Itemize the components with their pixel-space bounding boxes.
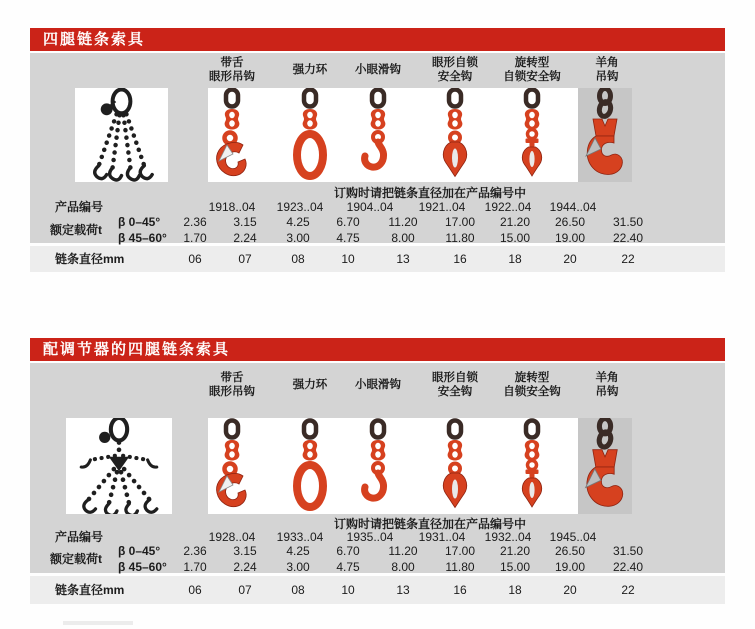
small-eye-slip-hook-icon	[348, 418, 408, 514]
load-cell-0-45: 17.00	[444, 544, 476, 558]
load-cell-45-60: 3.00	[286, 560, 310, 574]
chain-diameter-cell: 22	[621, 252, 635, 266]
chain-diameter-cell: 20	[563, 252, 577, 266]
swivel-self-locking-hook-icon	[502, 418, 562, 514]
product-code-cell: 1923..04	[276, 200, 324, 214]
four-leg-sling-adjuster-icon	[66, 418, 172, 514]
chain-diameter-cell: 06	[188, 252, 202, 266]
chain-diameter-cell: 08	[291, 583, 305, 597]
rated-load-row-label: 额定载荷t	[50, 223, 102, 237]
load-cell-0-45: 3.15	[233, 215, 257, 229]
load-cell-45-60: 8.00	[391, 231, 415, 245]
eye-hook-latch-icon	[202, 418, 262, 514]
product-code-cell: 1933..04	[276, 530, 324, 544]
chain-diameter-row-label: 链条直径mm	[55, 252, 125, 266]
load-cell-0-45: 26.50	[554, 215, 586, 229]
chain-diameter-row-label: 链条直径mm	[55, 583, 125, 597]
load-cell-45-60: 15.00	[499, 560, 531, 574]
product-code-cell: 1904..04	[346, 200, 394, 214]
chain-diameter-cell: 06	[188, 583, 202, 597]
beta-0-45-label: β 0–45°	[118, 215, 161, 229]
small-eye-slip-hook-icon	[348, 88, 408, 182]
chain-diameter-cell: 13	[396, 252, 410, 266]
column-header-line: 旋转型	[514, 57, 550, 69]
section-title-bar	[30, 28, 725, 51]
order-note: 订购时请把链条直径加在产品编号中	[333, 186, 526, 200]
section-four-leg-chain-sling	[30, 28, 725, 276]
product-code-cell: 1921..04	[418, 200, 466, 214]
load-cell-0-45: 6.70	[336, 215, 360, 229]
eye-self-locking-hook-icon	[425, 418, 485, 514]
column-header-line: 强力环	[292, 379, 328, 391]
product-code-cell: 1922..04	[484, 200, 532, 214]
eye-self-locking-hook-icon	[425, 88, 485, 182]
column-header-line: 带舌	[220, 57, 244, 69]
column-header-line: 旋转型	[514, 372, 550, 384]
column-header-line: 吊钩	[595, 386, 619, 398]
chain-diameter-cell: 08	[291, 252, 305, 266]
chain-diameter-cell: 16	[453, 583, 467, 597]
eye-hook-latch-icon	[202, 88, 262, 182]
clevis-hook-icon	[575, 418, 635, 514]
column-header-clevis-hook	[557, 55, 657, 85]
strong-ring-icon	[280, 418, 340, 514]
load-cell-45-60: 19.00	[554, 231, 586, 245]
column-header-line: 安全钩	[437, 386, 473, 398]
swivel-self-locking-hook-icon	[502, 88, 562, 182]
section-title: 配调节器的四腿链条索具	[43, 341, 231, 358]
column-header-line: 安全钩	[437, 71, 473, 83]
four-leg-sling-icon	[75, 88, 168, 182]
load-cell-45-60: 2.24	[233, 560, 257, 574]
chain-diameter-cell: 18	[508, 583, 522, 597]
load-cell-0-45: 11.20	[388, 215, 418, 229]
column-header-line: 羊角	[595, 372, 619, 384]
column-header-line: 眼形吊钩	[209, 71, 255, 83]
chain-diameter-cell: 07	[238, 583, 252, 597]
next-section-cutoff	[63, 621, 133, 625]
product-code-cell: 1932..04	[484, 530, 532, 544]
beta-45-60-label: β 45–60°	[118, 231, 167, 245]
beta-45-60-label: β 45–60°	[118, 560, 167, 574]
chain-diameter-row	[30, 576, 725, 604]
load-cell-45-60: 11.80	[445, 560, 475, 574]
load-cell-45-60: 22.40	[612, 560, 644, 574]
clevis-hook-icon	[575, 88, 635, 182]
chain-diameter-cell: 07	[238, 252, 252, 266]
load-cell-0-45: 3.15	[233, 544, 257, 558]
load-cell-0-45: 31.50	[612, 215, 644, 229]
rated-load-row-label: 额定载荷t	[50, 552, 102, 566]
product-code-cell: 1945..04	[549, 530, 597, 544]
column-header-line: 自锁安全钩	[503, 71, 561, 83]
load-cell-0-45: 21.20	[499, 215, 531, 229]
load-cell-45-60: 8.00	[391, 560, 415, 574]
column-header-line: 带舌	[220, 372, 244, 384]
load-cell-0-45: 4.25	[286, 544, 310, 558]
load-cell-45-60: 2.24	[233, 231, 257, 245]
product-code-row-label: 产品编号	[55, 530, 104, 544]
chain-diameter-cell: 13	[396, 583, 410, 597]
column-header-clevis-hook	[557, 370, 657, 400]
column-header-line: 小眼滑钩	[355, 64, 401, 76]
load-cell-0-45: 11.20	[388, 544, 418, 558]
section-title: 四腿链条索具	[43, 31, 146, 48]
column-header-line: 小眼滑钩	[355, 379, 401, 391]
load-cell-45-60: 4.75	[336, 560, 360, 574]
column-header-line: 眼形吊钩	[209, 386, 255, 398]
product-code-cell: 1935..04	[346, 530, 394, 544]
product-code-cell: 1928..04	[208, 530, 256, 544]
load-cell-45-60: 19.00	[554, 560, 586, 574]
chain-diameter-row	[30, 246, 725, 272]
load-cell-0-45: 31.50	[612, 544, 644, 558]
load-cell-45-60: 15.00	[499, 231, 531, 245]
beta-0-45-label: β 0–45°	[118, 544, 161, 558]
sling-drawing-box	[75, 88, 168, 182]
load-cell-45-60: 1.70	[183, 231, 207, 245]
product-code-cell: 1931..04	[418, 530, 466, 544]
load-cell-0-45: 21.20	[499, 544, 531, 558]
chain-diameter-cell: 18	[508, 252, 522, 266]
load-cell-0-45: 2.36	[183, 544, 207, 558]
load-cell-0-45: 26.50	[554, 544, 586, 558]
chain-diameter-cell: 22	[621, 583, 635, 597]
chain-diameter-cell: 10	[341, 252, 355, 266]
load-cell-0-45: 4.25	[286, 215, 310, 229]
chain-diameter-cell: 16	[453, 252, 467, 266]
load-cell-45-60: 11.80	[445, 231, 475, 245]
chain-diameter-cell: 10	[341, 583, 355, 597]
product-code-cell: 1944..04	[549, 200, 597, 214]
section-title-bar	[30, 338, 725, 361]
load-cell-0-45: 17.00	[444, 215, 476, 229]
product-code-row-label: 产品编号	[55, 200, 104, 214]
section-four-leg-chain-sling-with-adjuster	[30, 338, 725, 606]
product-code-cell: 1918..04	[208, 200, 256, 214]
load-cell-0-45: 6.70	[336, 544, 360, 558]
load-cell-45-60: 22.40	[612, 231, 644, 245]
column-header-line: 眼形自锁	[432, 372, 478, 384]
column-header-line: 眼形自锁	[432, 57, 478, 69]
chain-diameter-cell: 20	[563, 583, 577, 597]
column-header-line: 自锁安全钩	[503, 386, 561, 398]
load-cell-45-60: 4.75	[336, 231, 360, 245]
order-note: 订购时请把链条直径加在产品编号中	[333, 517, 526, 531]
load-cell-0-45: 2.36	[183, 215, 207, 229]
strong-ring-icon	[280, 88, 340, 182]
column-header-line: 强力环	[292, 64, 328, 76]
column-header-line: 羊角	[595, 57, 619, 69]
load-cell-45-60: 3.00	[286, 231, 310, 245]
sling-drawing-box	[66, 418, 172, 514]
column-header-line: 吊钩	[595, 71, 619, 83]
load-cell-45-60: 1.70	[183, 560, 207, 574]
